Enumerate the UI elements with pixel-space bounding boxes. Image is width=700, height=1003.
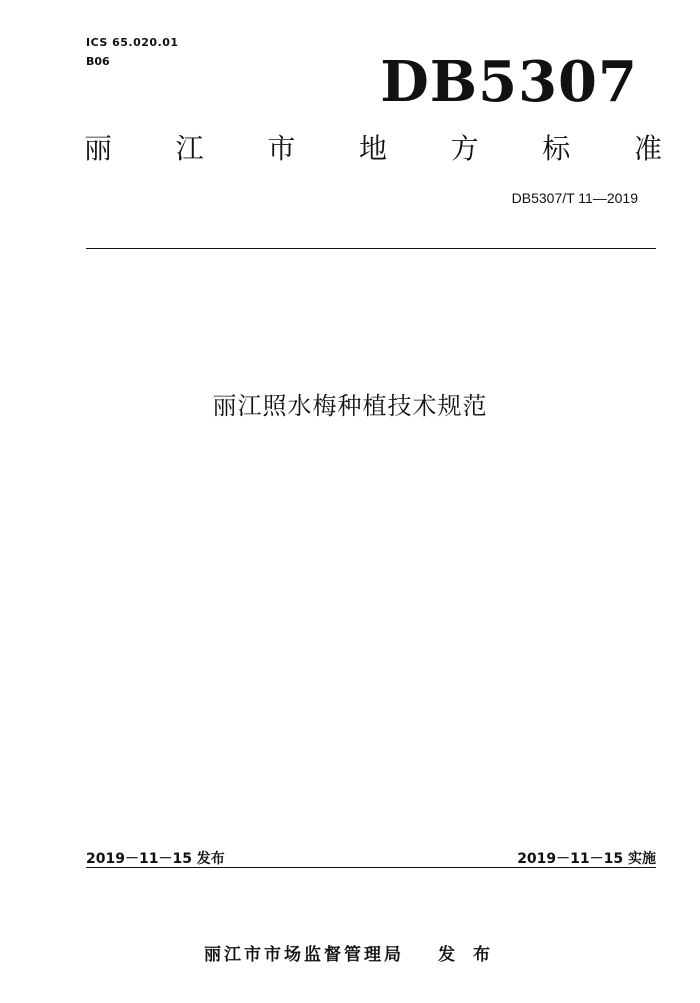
ics-code: ICS 65.020.01 — [86, 36, 179, 49]
standard-type-char: 江 — [175, 132, 204, 165]
standard-type-char: 市 — [267, 132, 296, 165]
ccs-code: B06 — [86, 55, 110, 68]
publish-label: 发 布 — [438, 945, 496, 965]
standard-type-char: 地 — [358, 132, 387, 165]
issuer-organization: 丽江市市场监督管理局 — [204, 945, 405, 965]
bottom-divider — [86, 867, 656, 868]
top-divider — [86, 248, 656, 249]
standard-type-heading — [84, 132, 662, 165]
document-title: 丽江照水梅种植技术规范 — [212, 392, 488, 420]
standard-logo: DB5307 — [380, 49, 638, 115]
standard-type-char: 丽 — [84, 132, 113, 165]
standard-number: DB5307/T 11—2019 — [511, 190, 638, 206]
issuer-line — [0, 940, 700, 965]
standard-type-char: 方 — [450, 132, 479, 165]
implementation-date: 2019－11－15 实施 — [517, 851, 656, 867]
standard-type-char: 准 — [633, 132, 662, 165]
standard-type-char: 标 — [542, 132, 571, 165]
issue-date: 2019－11－15 发布 — [86, 851, 225, 867]
